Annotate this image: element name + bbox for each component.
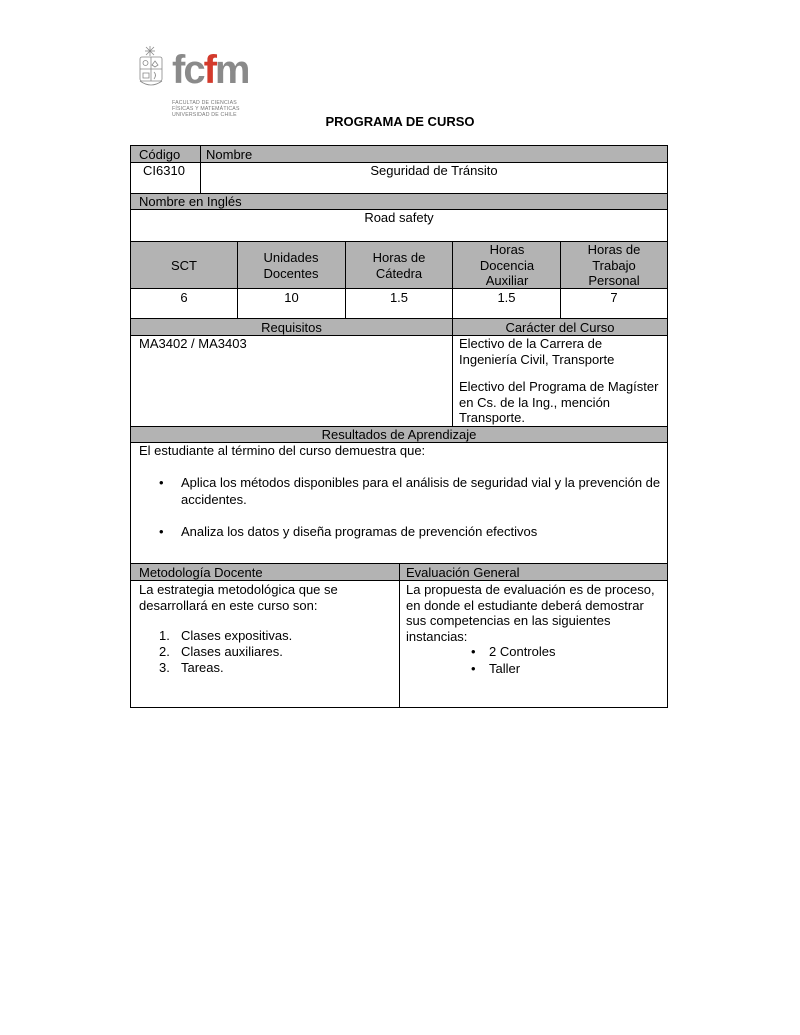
course-code: CI6310: [143, 163, 185, 178]
logo-line-2: FÍSICAS Y MATEMÁTICAS: [172, 106, 240, 112]
list-item: • Taller: [471, 660, 521, 676]
code-label: Código: [139, 147, 181, 162]
character-line-1: Electivo de la Carrera de Ingeniería Civil, Transporte: [459, 336, 615, 367]
list-item: • 2 Controles: [471, 644, 556, 659]
learning-outcomes-table: [130, 426, 668, 564]
learning-outcomes-label: Resultados de Aprendizaje: [321, 427, 477, 442]
list-item: • Aplica los métodos disponibles para el análisis de seguridad vial y la prevención de accidentes.: [159, 475, 661, 507]
name-label: Nombre: [206, 147, 253, 162]
list-item: • Analiza los datos y diseña programas de prevención efectivos: [159, 524, 538, 539]
evaluation-label: Evaluación General: [406, 565, 520, 580]
unidades-docentes-value: 10: [284, 290, 299, 305]
horas-catedra-value: 1.5: [389, 290, 409, 305]
requisites-label: Requisitos: [261, 320, 322, 335]
logo-line-3: UNIVERSIDAD DE CHILE: [172, 112, 237, 118]
logo-line-1: FACULTAD DE CIENCIAS: [172, 100, 237, 106]
university-crest-icon: [136, 44, 172, 92]
course-name: Seguridad de Tránsito: [370, 163, 498, 178]
character-line-2: Electivo del Programa de Magíster en Cs. de la Ing., mención Transporte.: [459, 379, 659, 425]
methodology-label: Metodología Docente: [139, 565, 263, 580]
requisites-value: MA3402 / MA3403: [139, 336, 247, 351]
horas-docencia-auxiliar-value: 1.5: [497, 290, 516, 305]
learning-outcomes-list: [139, 475, 665, 540]
hours-table: [130, 241, 668, 319]
horas-trabajo-personal-value: 7: [610, 290, 618, 305]
sct-header: SCT: [171, 258, 197, 273]
evaluation-intro: La propuesta de evaluación es de proceso, en donde el estudiante deberá demostrar sus competencias en las siguientes instancias:: [406, 582, 655, 644]
unidades-docentes-header: Unidades Docentes: [263, 250, 319, 281]
faculty-logo: [136, 44, 256, 120]
list-item: 2. Clases auxiliares.: [159, 644, 283, 659]
methodology-list: [139, 628, 389, 676]
character-label: Carácter del Curso: [505, 320, 615, 335]
methodology-intro: La estrategia metodológica que se desarrollará en este curso son:: [139, 582, 338, 613]
course-identification-table: [130, 145, 668, 194]
learning-outcomes-intro: El estudiante al término del curso demuestra que:: [139, 443, 426, 458]
methodology-evaluation-table: [130, 563, 668, 708]
page-title: PROGRAMA DE CURSO: [325, 114, 475, 129]
requisites-table: [130, 318, 668, 427]
evaluation-list: [451, 644, 651, 677]
horas-docencia-auxiliar-header: Horas Docencia Auxiliar: [479, 242, 535, 288]
english-name-label: Nombre en Inglés: [139, 194, 242, 209]
fcfm-wordmark: fcfm: [172, 48, 249, 92]
list-item: 1. Clases expositivas.: [159, 628, 293, 643]
english-name-value: Road safety: [364, 210, 434, 225]
list-item: 3. Tareas.: [159, 660, 224, 675]
horas-trabajo-personal-header: Horas de Trabajo Personal: [587, 242, 641, 288]
horas-catedra-header: Horas de Cátedra: [372, 250, 426, 281]
sct-value: 6: [180, 290, 188, 305]
english-name-table: [130, 193, 668, 242]
